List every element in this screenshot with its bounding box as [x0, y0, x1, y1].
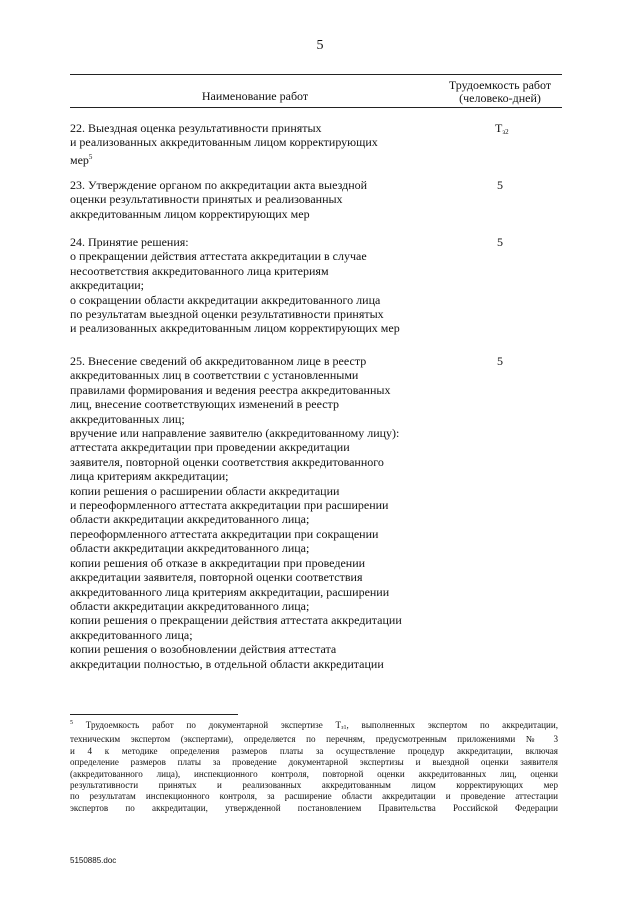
text-line: области аккредитации аккредитованного лица;: [70, 541, 310, 556]
page-number: 5: [316, 38, 324, 53]
text-line: аккредитованного лица;: [70, 627, 193, 642]
footnote-marker: 5: [70, 720, 73, 726]
footnote-line: (аккредитованного лица), инспекционного контроля, повторной оценки аккредитованных лиц, оценки: [70, 768, 558, 779]
text-line: и переоформленного аттестата аккредитации при расширении: [70, 498, 389, 513]
text-line: аккредитации полностью, в отдельной области аккредитации: [70, 656, 384, 671]
footnote-line: техническим экспертом (экспертами), определяется по перечням, предусмотренным приложениями № 3: [70, 734, 558, 745]
text-line: копии решения о прекращении действия аттестата аккредитации: [70, 613, 402, 628]
footnote-line: определение размеров платы за проведение документарной экспертизы и выездной оценки заявителя: [70, 757, 558, 768]
footnote-subscript: з1: [341, 725, 347, 731]
text-line: лиц, внесение соответствующих изменений в реестр: [70, 397, 339, 412]
text-line: аттестата аккредитации при проведении аккредитации: [70, 440, 350, 455]
text-line: аккредитации заявителя, повторной оценки соответствия: [70, 570, 363, 585]
work-description: [70, 121, 440, 167]
footnote-line: экспертов по аккредитации, утвержденной постановлением Правительства Российской Федерации: [70, 802, 558, 813]
text-line: копии решения о расширении области аккредитации: [70, 483, 340, 498]
labor-value: [495, 121, 509, 139]
footnote-line: [70, 718, 558, 734]
text-line: несоответствия аккредитованного лица критериям: [70, 263, 329, 278]
text-line: области аккредитации аккредитованного лица;: [70, 598, 310, 613]
text-line: вручение или направление заявителю (аккредитованному лицу):: [70, 426, 400, 441]
table-header-rule: [70, 107, 562, 108]
text-line: копии решения о возобновлении действия аттестата: [70, 642, 337, 657]
document-id: 5150885.doc: [70, 856, 117, 865]
text-line: аккредитации;: [70, 278, 144, 293]
text-line: 23. Утверждение органом по аккредитации акта выездной: [70, 178, 368, 192]
labor-value: 5: [497, 235, 503, 249]
work-description: [70, 235, 440, 336]
text-line: переоформленного аттестата аккредитации при сокращении: [70, 526, 379, 541]
text-line: 24. Принятие решения:: [70, 235, 189, 249]
text-line: копии решения об отказе в аккредитации при проведении: [70, 555, 366, 570]
footnote-line: и 4 к методике определения размеров платы за осуществление процедур аккредитации, включая: [70, 745, 558, 756]
text-line: 22. Выездная оценка результативности принятых: [70, 121, 322, 135]
text-line: аккредитованного лица критериям аккредитации, расширении: [70, 584, 390, 599]
text-line-part: мер: [70, 152, 89, 167]
table-top-rule: [70, 74, 562, 75]
text-line: заявителя, повторной оценки соответствия аккредитованного: [70, 454, 384, 469]
labor-value: 5: [497, 178, 503, 192]
text-line: 25. Внесение сведений об аккредитованном лице в реестр: [70, 354, 367, 368]
footnote-ref[interactable]: 5: [88, 152, 93, 161]
text-line: [70, 150, 440, 167]
text-line: о сокращении области аккредитации аккредитованного лица: [70, 292, 381, 307]
text-line: правилами формирования и ведения реестра аккредитованных: [70, 382, 391, 397]
footnote-line: результативности принятых и реализованных аккредитованным лицом корректирующих мер: [70, 780, 558, 791]
text-line: аккредитованных лиц в соответствии с установленными: [70, 368, 359, 383]
column-header-labor-line1: Трудоемкость работ: [448, 78, 552, 92]
labor-value: 5: [497, 354, 503, 368]
footnote-text: Трудоемкость работ по документарной экспертизе Т: [73, 720, 342, 730]
text-line: аккредитованным лицом корректирующих мер: [70, 206, 310, 221]
column-header-labor-line2: (человеко-дней): [459, 91, 541, 105]
footnote-separator: [70, 714, 238, 715]
text-line: аккредитованных лиц;: [70, 411, 185, 426]
footnote-text: , выполненных экспертом по аккредитации,: [346, 720, 559, 730]
column-header-labor: [438, 79, 562, 105]
work-description: [70, 354, 440, 671]
text-line: лица критериям аккредитации;: [70, 469, 229, 484]
text-line: оценки результативности принятых и реализованных: [70, 192, 343, 207]
footnote-line: по результатам инспекционного контроля, за расширение области аккредитации и проведение аттестации: [70, 791, 558, 802]
labor-symbol: Т: [495, 121, 503, 135]
text-line: и реализованных аккредитованным лицом корректирующих: [70, 135, 378, 150]
labor-symbol-subscript: з2: [502, 128, 509, 136]
column-header-work-name: Наименование работ: [201, 89, 309, 103]
text-line: и реализованных аккредитованным лицом корректирующих мер: [70, 321, 400, 336]
footnote: [70, 718, 558, 814]
text-line: по результатам выездной оценки результативности принятых: [70, 307, 384, 322]
work-description: [70, 178, 440, 221]
text-line: о прекращении действия аттестата аккредитации в случае: [70, 249, 367, 264]
text-line: области аккредитации аккредитованного лица;: [70, 512, 310, 527]
